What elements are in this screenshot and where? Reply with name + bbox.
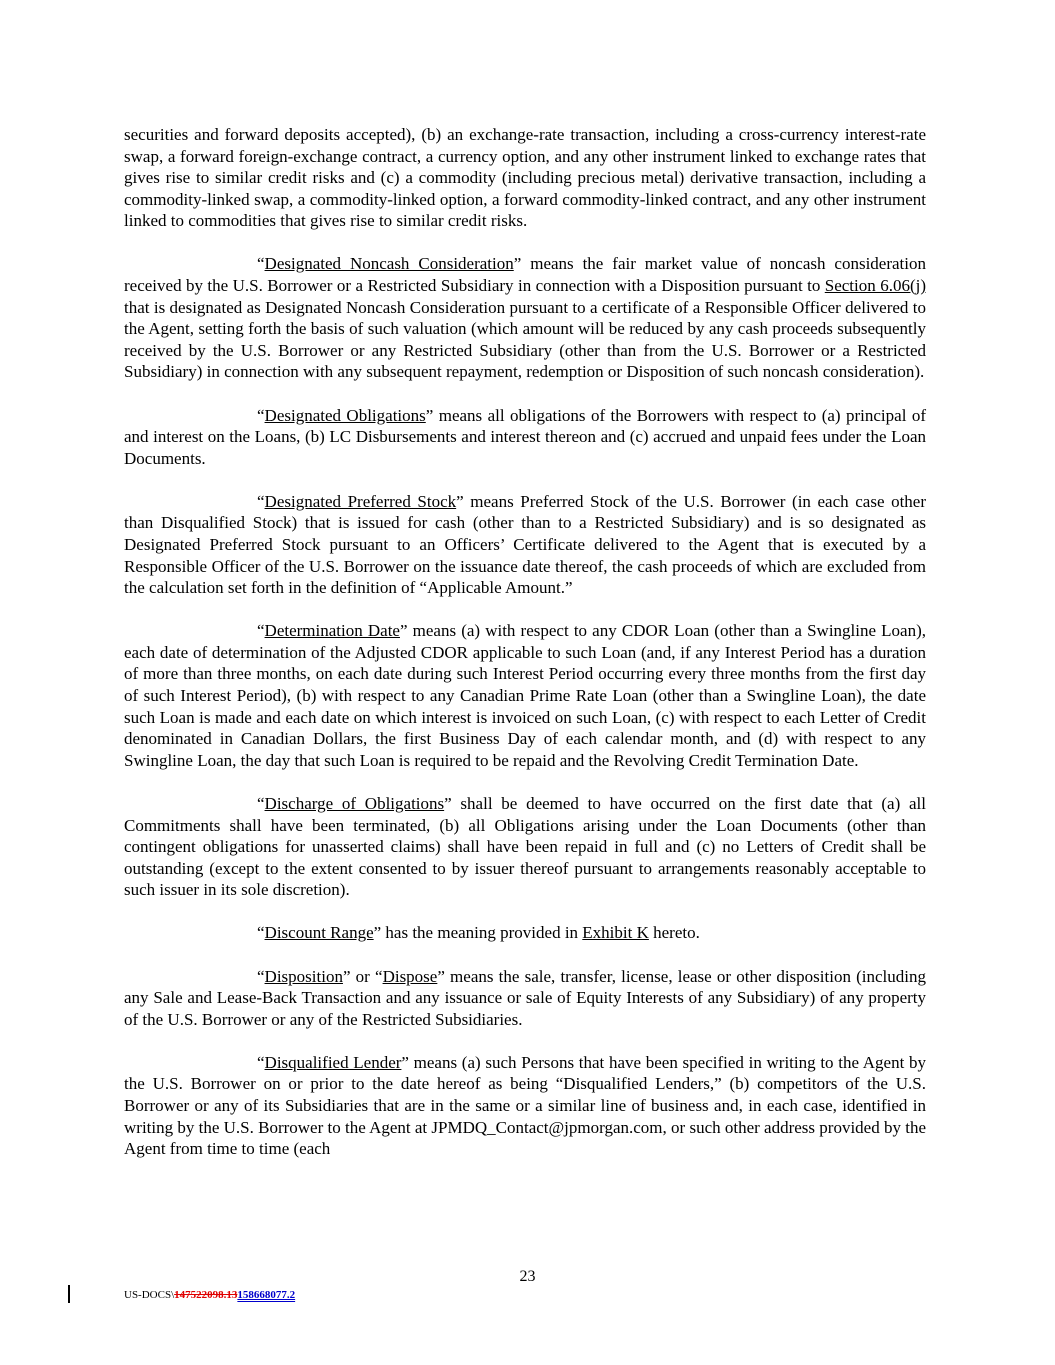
definition-determination-date bbox=[124, 620, 926, 771]
open-quote: “ bbox=[257, 1052, 265, 1072]
definition-text: ” means all obligations of the Borrowers with respect to (a) principal of and interest on the Loans, (b) LC Disbursements and interest thereon and (c) accrued and unpaid fees under the Loan Documents. bbox=[124, 405, 927, 468]
defined-term: Dispose bbox=[382, 966, 438, 986]
definition-disposition bbox=[124, 966, 926, 1031]
open-quote: “ bbox=[257, 621, 265, 641]
defined-term: Designated Preferred Stock bbox=[264, 491, 457, 511]
change-bar bbox=[68, 1285, 70, 1303]
open-quote: “ bbox=[257, 966, 265, 986]
open-quote: “ bbox=[257, 405, 265, 425]
footer-prefix: US-DOCS\ bbox=[124, 1289, 175, 1301]
definition-designated-preferred-stock bbox=[124, 491, 926, 599]
definition-text: ” means the sale, transfer, license, lease or other disposition (including any Sale and Lease-Back Transaction and any issuance or sale of Equity Interests of any Subsidiary) of any property of the U.S. Borrower or any of the Restricted Subsidiaries. bbox=[124, 966, 926, 1029]
definition-text: ” has the meaning provided in bbox=[373, 923, 583, 943]
defined-term: Designated Noncash Consideration bbox=[264, 254, 514, 274]
definition-discharge-of-obligations bbox=[124, 793, 926, 901]
page-number: 23 bbox=[519, 1268, 536, 1285]
inserted-doc-number: 158668077.2 bbox=[237, 1289, 296, 1301]
open-quote: “ bbox=[257, 491, 265, 511]
deleted-doc-number: 147522098.13 bbox=[174, 1289, 238, 1301]
definition-disqualified-lender bbox=[124, 1052, 926, 1160]
definition-discount-range bbox=[124, 922, 926, 944]
document-body bbox=[124, 124, 926, 1181]
defined-term: Designated Obligations bbox=[264, 405, 426, 425]
defined-term: Discount Range bbox=[264, 923, 374, 943]
definition-designated-obligations bbox=[124, 405, 926, 470]
definition-text: ” or “ bbox=[342, 966, 383, 986]
paragraph-continuation: securities and forward deposits accepted), (b) an exchange-rate transaction, including a cross-currency interest-rate swap, a forward foreign-exchange contract, a currency option, and any other instrument linked to exchange rates that gives rise to similar credit risks and (c) a commodity (including precious metal) derivative transaction, including a commodity-linked swap, a commodity-linked option, a forward commodity-linked contract, and any other instrument linked to commodities that gives rise to similar credit risks. bbox=[124, 125, 926, 231]
definition-text: that is designated as Designated Noncash Consideration pursuant to a certificate of a Responsible Officer delivered to the Agent, setting forth the basis of such valuation (which amount will be reduced by any cash proceeds subsequently received by the U.S. Borrower or any Restricted Subsidiary (other than from the U.S. Borrower or a Restricted Subsidiary) in connection with any subsequent repayment, redemption or Disposition of such noncash consideration). bbox=[124, 297, 926, 382]
defined-term: Disqualified Lender bbox=[264, 1052, 402, 1072]
open-quote: “ bbox=[257, 254, 265, 274]
definition-designated-noncash-consideration bbox=[124, 253, 926, 383]
defined-term: Discharge of Obligations bbox=[264, 793, 445, 813]
open-quote: “ bbox=[257, 923, 265, 943]
exhibit-reference: Exhibit K bbox=[582, 923, 649, 943]
definition-text: ” means (a) with respect to any CDOR Loan (other than a Swingline Loan), each date of determination of the Adjusted CDOR applicable to such Loan (and, if any Interest Period has a duration of more than three months, on each date during such Interest Period occurring every three months from the first day of such Interest Period), (b) with respect to any Canadian Prime Rate Loan (other than a Swingline Loan), the date such Loan is made and each date on which interest is invoiced on such Loan, (c) with respect to each Letter of Credit denominated in Canadian Dollars, the first Business Day of each calendar month, and (d) with respect to any Swingline Loan, the day that such Loan is required to be repaid and the Revolving Credit Termination Date. bbox=[124, 621, 927, 770]
definition-text: hereto. bbox=[648, 923, 700, 943]
definition-text: ” shall be deemed to have occurred on the first date that (a) all Commitments shall have been terminated, (b) all Obligations arising under the Loan Documents (other than contingent obligations for unasserted claims) shall have been repaid in full and (c) no Letters of Credit shall be outstanding (except to the extent consented to by issuer thereof pursuant to arrangements reasonably acceptable to such issuer in its sole discretion). bbox=[124, 793, 926, 900]
section-reference: Section 6.06(j) bbox=[824, 276, 926, 296]
document-id-footer bbox=[124, 1289, 295, 1301]
defined-term: Determination Date bbox=[264, 621, 400, 641]
definition-text: ” means Preferred Stock of the U.S. Borrower (in each case other than Disqualified Stock) that is issued for cash (other than to a Restricted Subsidiary) and is so designated as Designated Preferred Stock pursuant to an Officers’ Certificate delivered to the Agent that is executed by a Responsible Officer of the U.S. Borrower on the issuance date thereof, the cash proceeds of which are excluded from the calculation set forth in the definition of “Applicable Amount.” bbox=[124, 491, 926, 598]
open-quote: “ bbox=[257, 793, 265, 813]
definition-text: ” means the fair market value of noncash consideration received by the U.S. Borrower or a Restricted Subsidiary in connection with a Disposition pursuant to bbox=[124, 254, 926, 296]
definition-text: ” means (a) such Persons that have been specified in writing to the Agent by the U.S. Borrower on or prior to the date hereof as being “Disqualified Lenders,” (b) competitors of the U.S. Borrower or any of its Subsidiaries that are in the same or a similar line of business and, in each case, identified in writing by the U.S. Borrower to the Agent at JPMDQ_Contact@jpmorgan.com, or such other address provided by the Agent from time to time (each bbox=[124, 1052, 926, 1159]
defined-term: Disposition bbox=[264, 966, 343, 986]
